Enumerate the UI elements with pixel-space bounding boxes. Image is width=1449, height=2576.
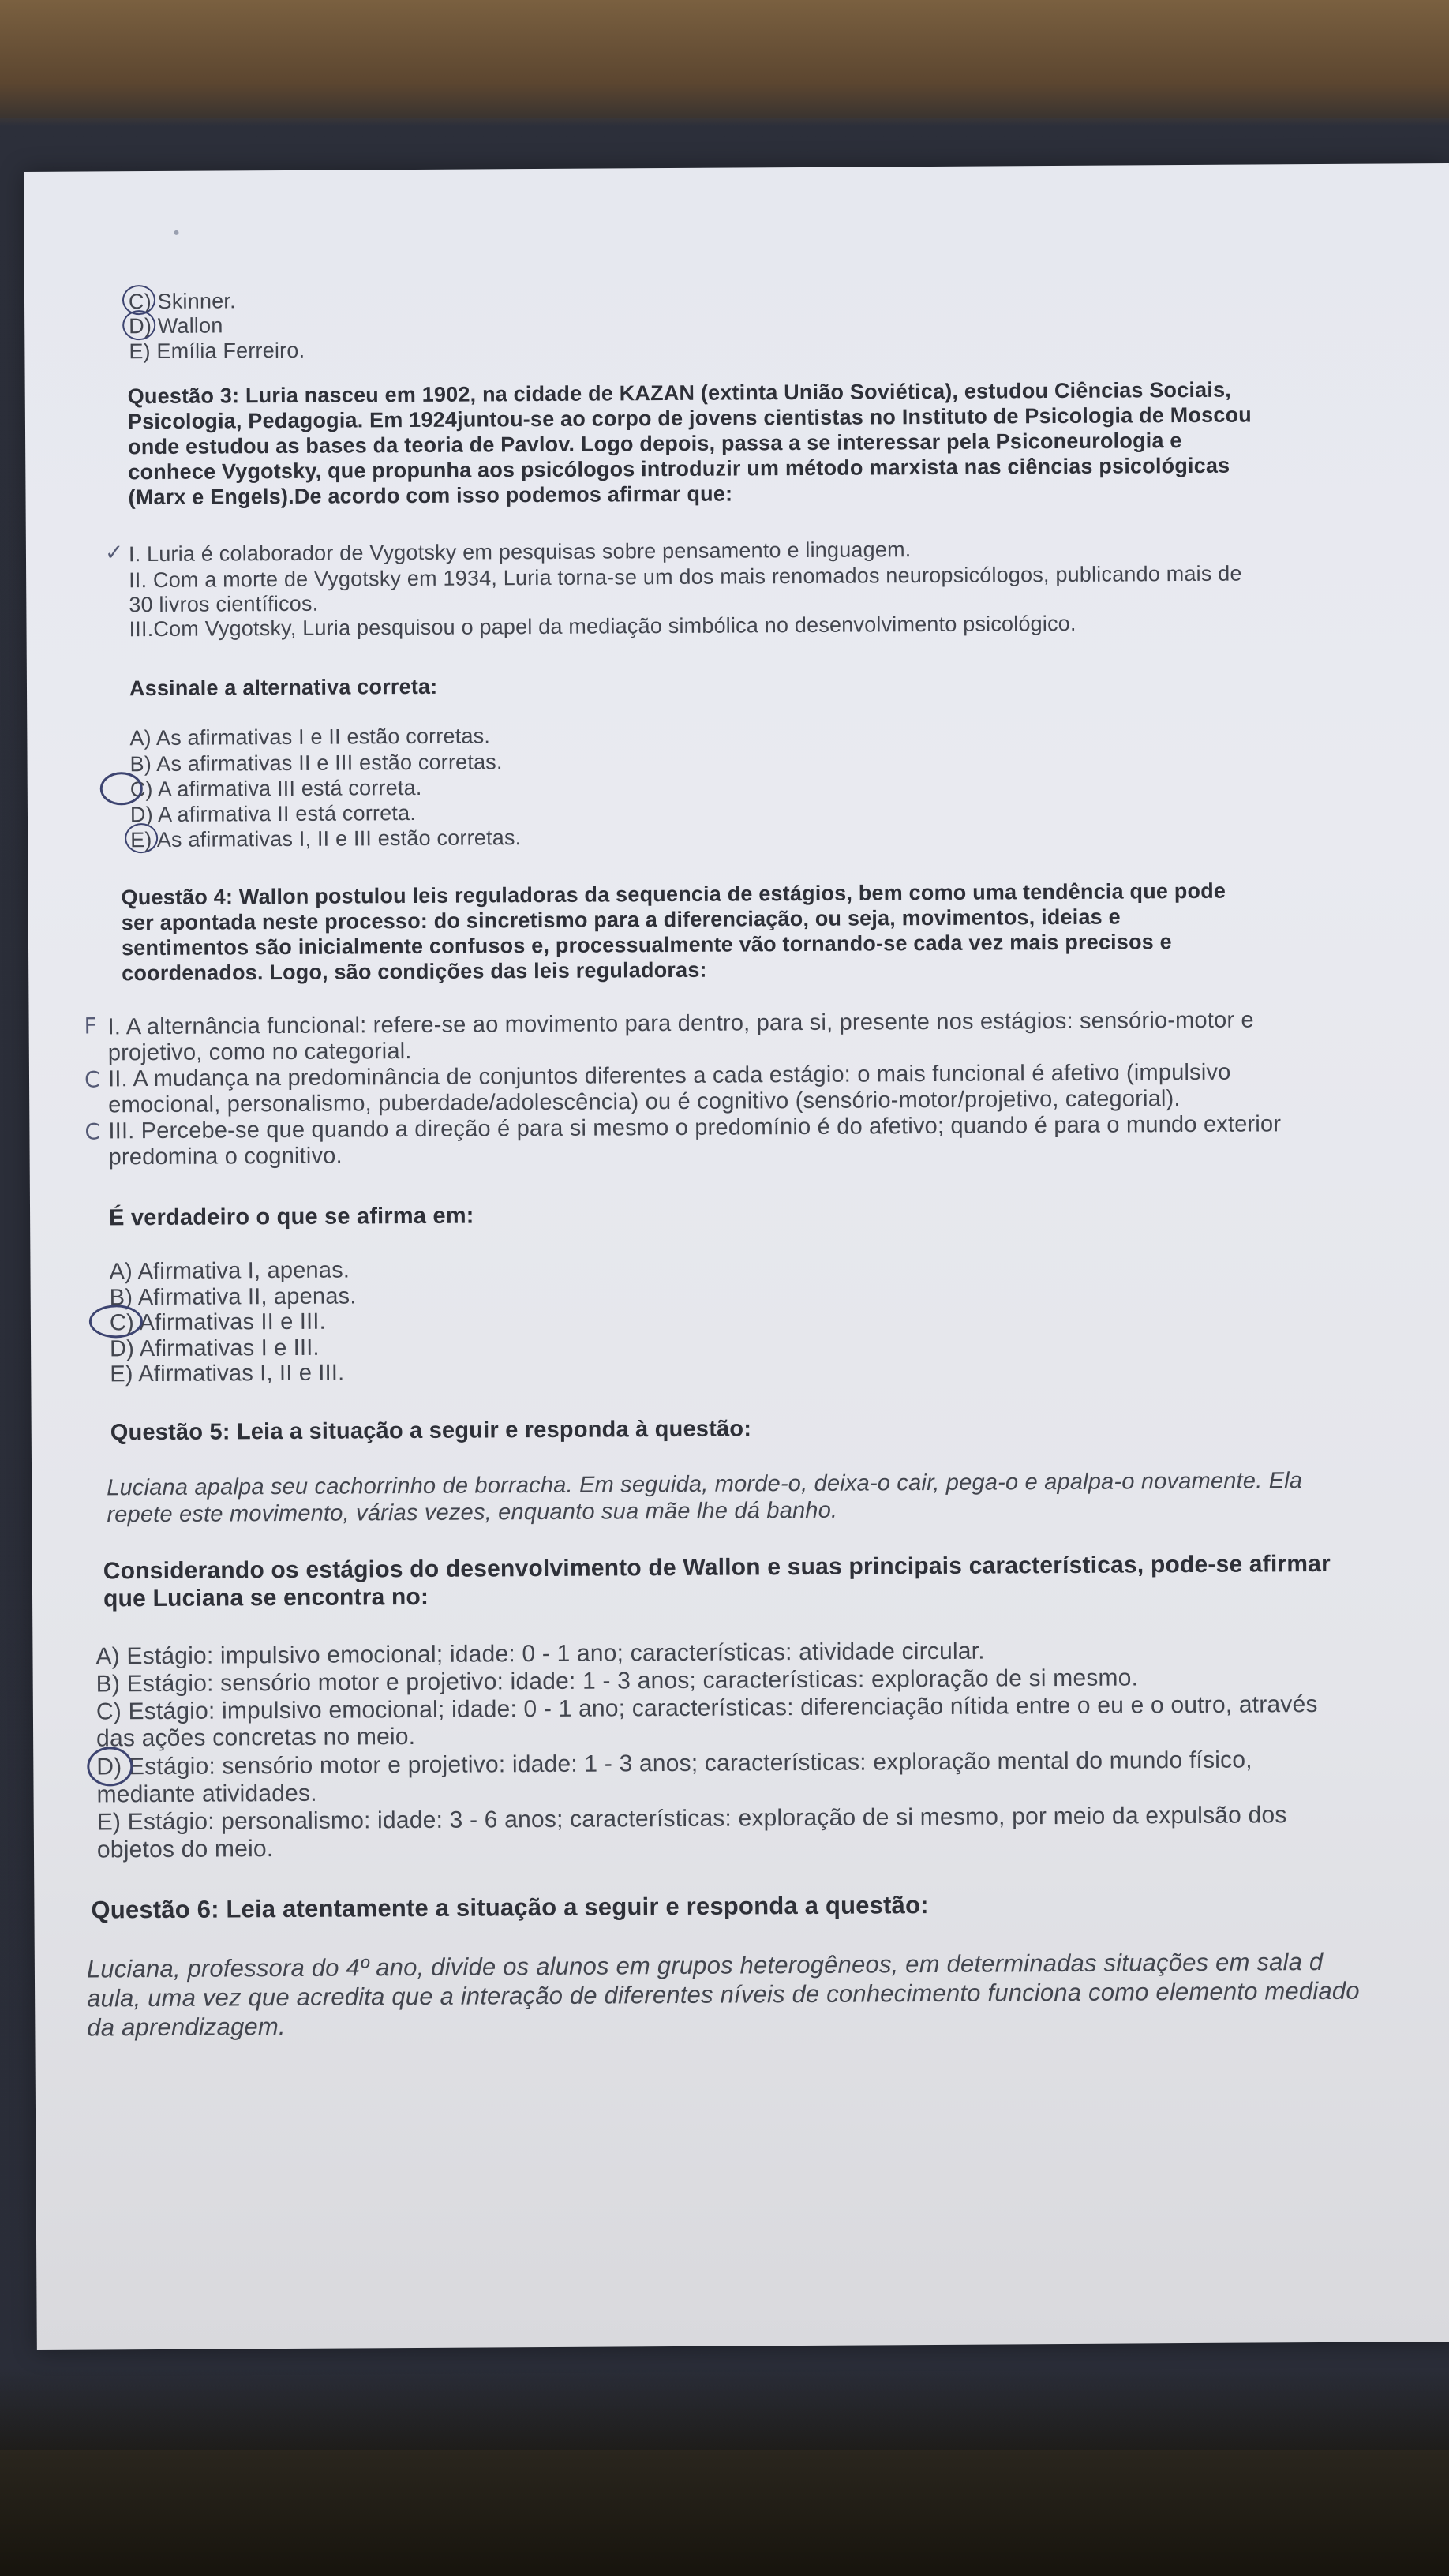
q5-option-c-cont: das ações concretas no meio.	[96, 1724, 416, 1752]
q4-margin-mark-2: C	[84, 1066, 100, 1093]
q4-statement-1: I. A alternância funcional: refere-se ao movimento para dentro, para si, presente nos estágios: sensório-motor e	[107, 1007, 1254, 1040]
q3-stem-line-2: Psicologia, Pedagogia. Em 1924juntou-se ao corpo de jovens cientistas no Instituto de Psicologia de Moscou	[127, 402, 1252, 434]
q3-option-a: A) As afirmativas I e II estão corretas.	[129, 724, 491, 751]
answer-circle-q3-c	[100, 772, 143, 805]
q2-option-d: D) Wallon	[129, 313, 223, 339]
q2-option-c: C) Skinner.	[128, 289, 236, 314]
q6-situation-line-3: da aprendizagem.	[87, 2012, 286, 2042]
q3-option-b: B) As afirmativas II e III estão corretas.	[129, 750, 503, 777]
q5-prompt-line-2: que Luciana se encontra no:	[103, 1583, 429, 1612]
q4-option-e: E) Afirmativas I, II e III.	[110, 1360, 345, 1387]
q3-check-mark: ✓	[104, 539, 124, 566]
q4-statement-2-cont: emocional, personalismo, puberdade/adolescência) ou é cognitivo (sensório-motor/projetivo, categorial).	[108, 1086, 1181, 1118]
q4-margin-mark-3: C	[84, 1118, 101, 1145]
q3-statement-3: III.Com Vygotsky, Luria pesquisou o papel da mediação simbólica no desenvolvimento psicológico.	[129, 611, 1076, 642]
q5-option-d: D) Estágio: sensório motor e projetivo: idade: 1 - 3 anos; características: exploração mental do mundo físico,	[96, 1747, 1252, 1780]
q4-option-d: D) Afirmativas I e III.	[110, 1335, 320, 1362]
q5-option-b: B) Estágio: sensório motor e projetivo: idade: 1 - 3 anos; características: exploração de si mesmo.	[95, 1664, 1139, 1698]
q3-prompt: Assinale a alternativa correta:	[129, 674, 438, 701]
answer-circle-q2-d	[122, 310, 155, 340]
q4-statement-1-cont: projetivo, como no categorial.	[107, 1039, 412, 1066]
q3-stem-line-3: onde estudou as bases da teoria de Pavlov. Logo depois, passa a se interessar pela Psiconeurologia e	[128, 429, 1182, 459]
q3-stem-line-5: (Marx e Engels).De acordo com isso podemos afirmar que:	[128, 481, 733, 510]
q5-title: Questão 5: Leia a situação a seguir e responda à questão:	[110, 1416, 752, 1446]
desk-background-top	[0, 0, 1449, 118]
q5-option-e-cont: objetos do meio.	[96, 1836, 274, 1863]
exam-sheet	[24, 163, 1449, 2350]
q5-option-d-cont: mediante atividades.	[96, 1780, 317, 1808]
q4-statement-3-cont: predomina o cognitivo.	[108, 1143, 343, 1170]
q5-prompt-line-1: Considerando os estágios do desenvolvimento de Wallon e suas principais características, pode-se afirmar	[103, 1550, 1331, 1585]
q3-statement-2-cont: 30 livros científicos.	[129, 591, 319, 617]
q4-stem-line-3: sentimentos são inicialmente confusos e, processualmente vão tornando-se cada vez mais precisos e	[121, 930, 1172, 960]
q6-title: Questão 6: Leia atentamente a situação a seguir e responda a questão:	[91, 1891, 929, 1924]
q3-stem-line-1: Questão 3: Luria nasceu em 1902, na cidade de KAZAN (extinta União Soviética), estudou Ciências Sociais,	[127, 377, 1232, 409]
q4-stem-line-1: Questão 4: Wallon postulou leis reguladoras da sequencia de estágios, bem como uma tendência que pode	[121, 878, 1226, 910]
q4-option-c: C) Afirmativas II e III.	[109, 1309, 326, 1336]
q4-statement-2: II. A mudança na predominância de conjuntos diferentes a cada estágio: o mais funcional é afetivo (impulsivo	[107, 1059, 1231, 1092]
q3-statement-1: I. Luria é colaborador de Vygotsky em pesquisas sobre pensamento e linguagem.	[128, 537, 912, 567]
answer-circle-q3-e	[125, 823, 158, 853]
q3-option-e: E) As afirmativas I, II e III estão corretas.	[130, 826, 522, 852]
q5-option-a: A) Estágio: impulsivo emocional; idade: 0 - 1 ano; características: atividade circular.	[95, 1638, 985, 1670]
q3-option-d: D) A afirmativa II está correta.	[129, 800, 417, 827]
paper-speck	[174, 230, 178, 235]
q4-stem-line-2: ser apontada neste processo: do sincretismo para a diferenciação, ou seja, movimentos, ideias e	[121, 904, 1121, 935]
q4-option-b: B) Afirmativa II, apenas.	[109, 1283, 357, 1311]
q3-stem-line-4: conhece Vygotsky, que propunha aos psicólogos introduzir um método marxista nas ciências psicológicas	[128, 453, 1230, 485]
q4-stem-line-4: coordenados. Logo, são condições das leis reguladoras:	[122, 957, 707, 986]
q5-option-c: C) Estágio: impulsivo emocional; idade: 0 - 1 ano; características: diferenciação nítida entre o eu e o outro, através	[95, 1691, 1318, 1725]
q6-situation-line-1: Luciana, professora do 4º ano, divide os alunos em grupos heterogêneos, em determinadas situações em sala d	[86, 1947, 1324, 1983]
q4-margin-mark-1: F	[84, 1013, 97, 1039]
answer-circle-q5-d	[87, 1747, 133, 1786]
q5-situation-line-2: repete este movimento, várias vezes, enquanto sua mãe lhe dá banho.	[107, 1497, 838, 1528]
q3-statement-2: II. Com a morte de Vygotsky em 1934, Luria torna-se um dos mais renomados neuropsicólogos, publicando mais de	[129, 561, 1242, 593]
q3-option-c: C) A afirmativa III está correta.	[129, 775, 422, 802]
q6-situation-line-2: aula, uma vez que acredita que a interação de diferentes níveis de conhecimento funciona como elemento mediado	[87, 1976, 1360, 2012]
q2-option-e: E) Emília Ferreiro.	[129, 338, 305, 364]
answer-circle-q4-c	[89, 1305, 143, 1338]
q5-situation-line-1: Luciana apalpa seu cachorrinho de borracha. Em seguida, morde-o, deixa-o cair, pega-o e apalpa-o novamente. Ela	[107, 1468, 1303, 1501]
q4-option-a: A) Afirmativa I, apenas.	[109, 1257, 350, 1285]
q4-prompt: É verdadeiro o que se afirma em:	[109, 1203, 474, 1231]
desk-background-bottom	[0, 2450, 1449, 2576]
q4-statement-3: III. Percebe-se que quando a direção é para si mesmo o predomínio é do afetivo; quando é para o mundo exterior	[108, 1111, 1282, 1144]
q5-option-e: E) Estágio: personalismo: idade: 3 - 6 anos; características: exploração de si mesmo, por meio da expulsão dos	[96, 1802, 1287, 1836]
